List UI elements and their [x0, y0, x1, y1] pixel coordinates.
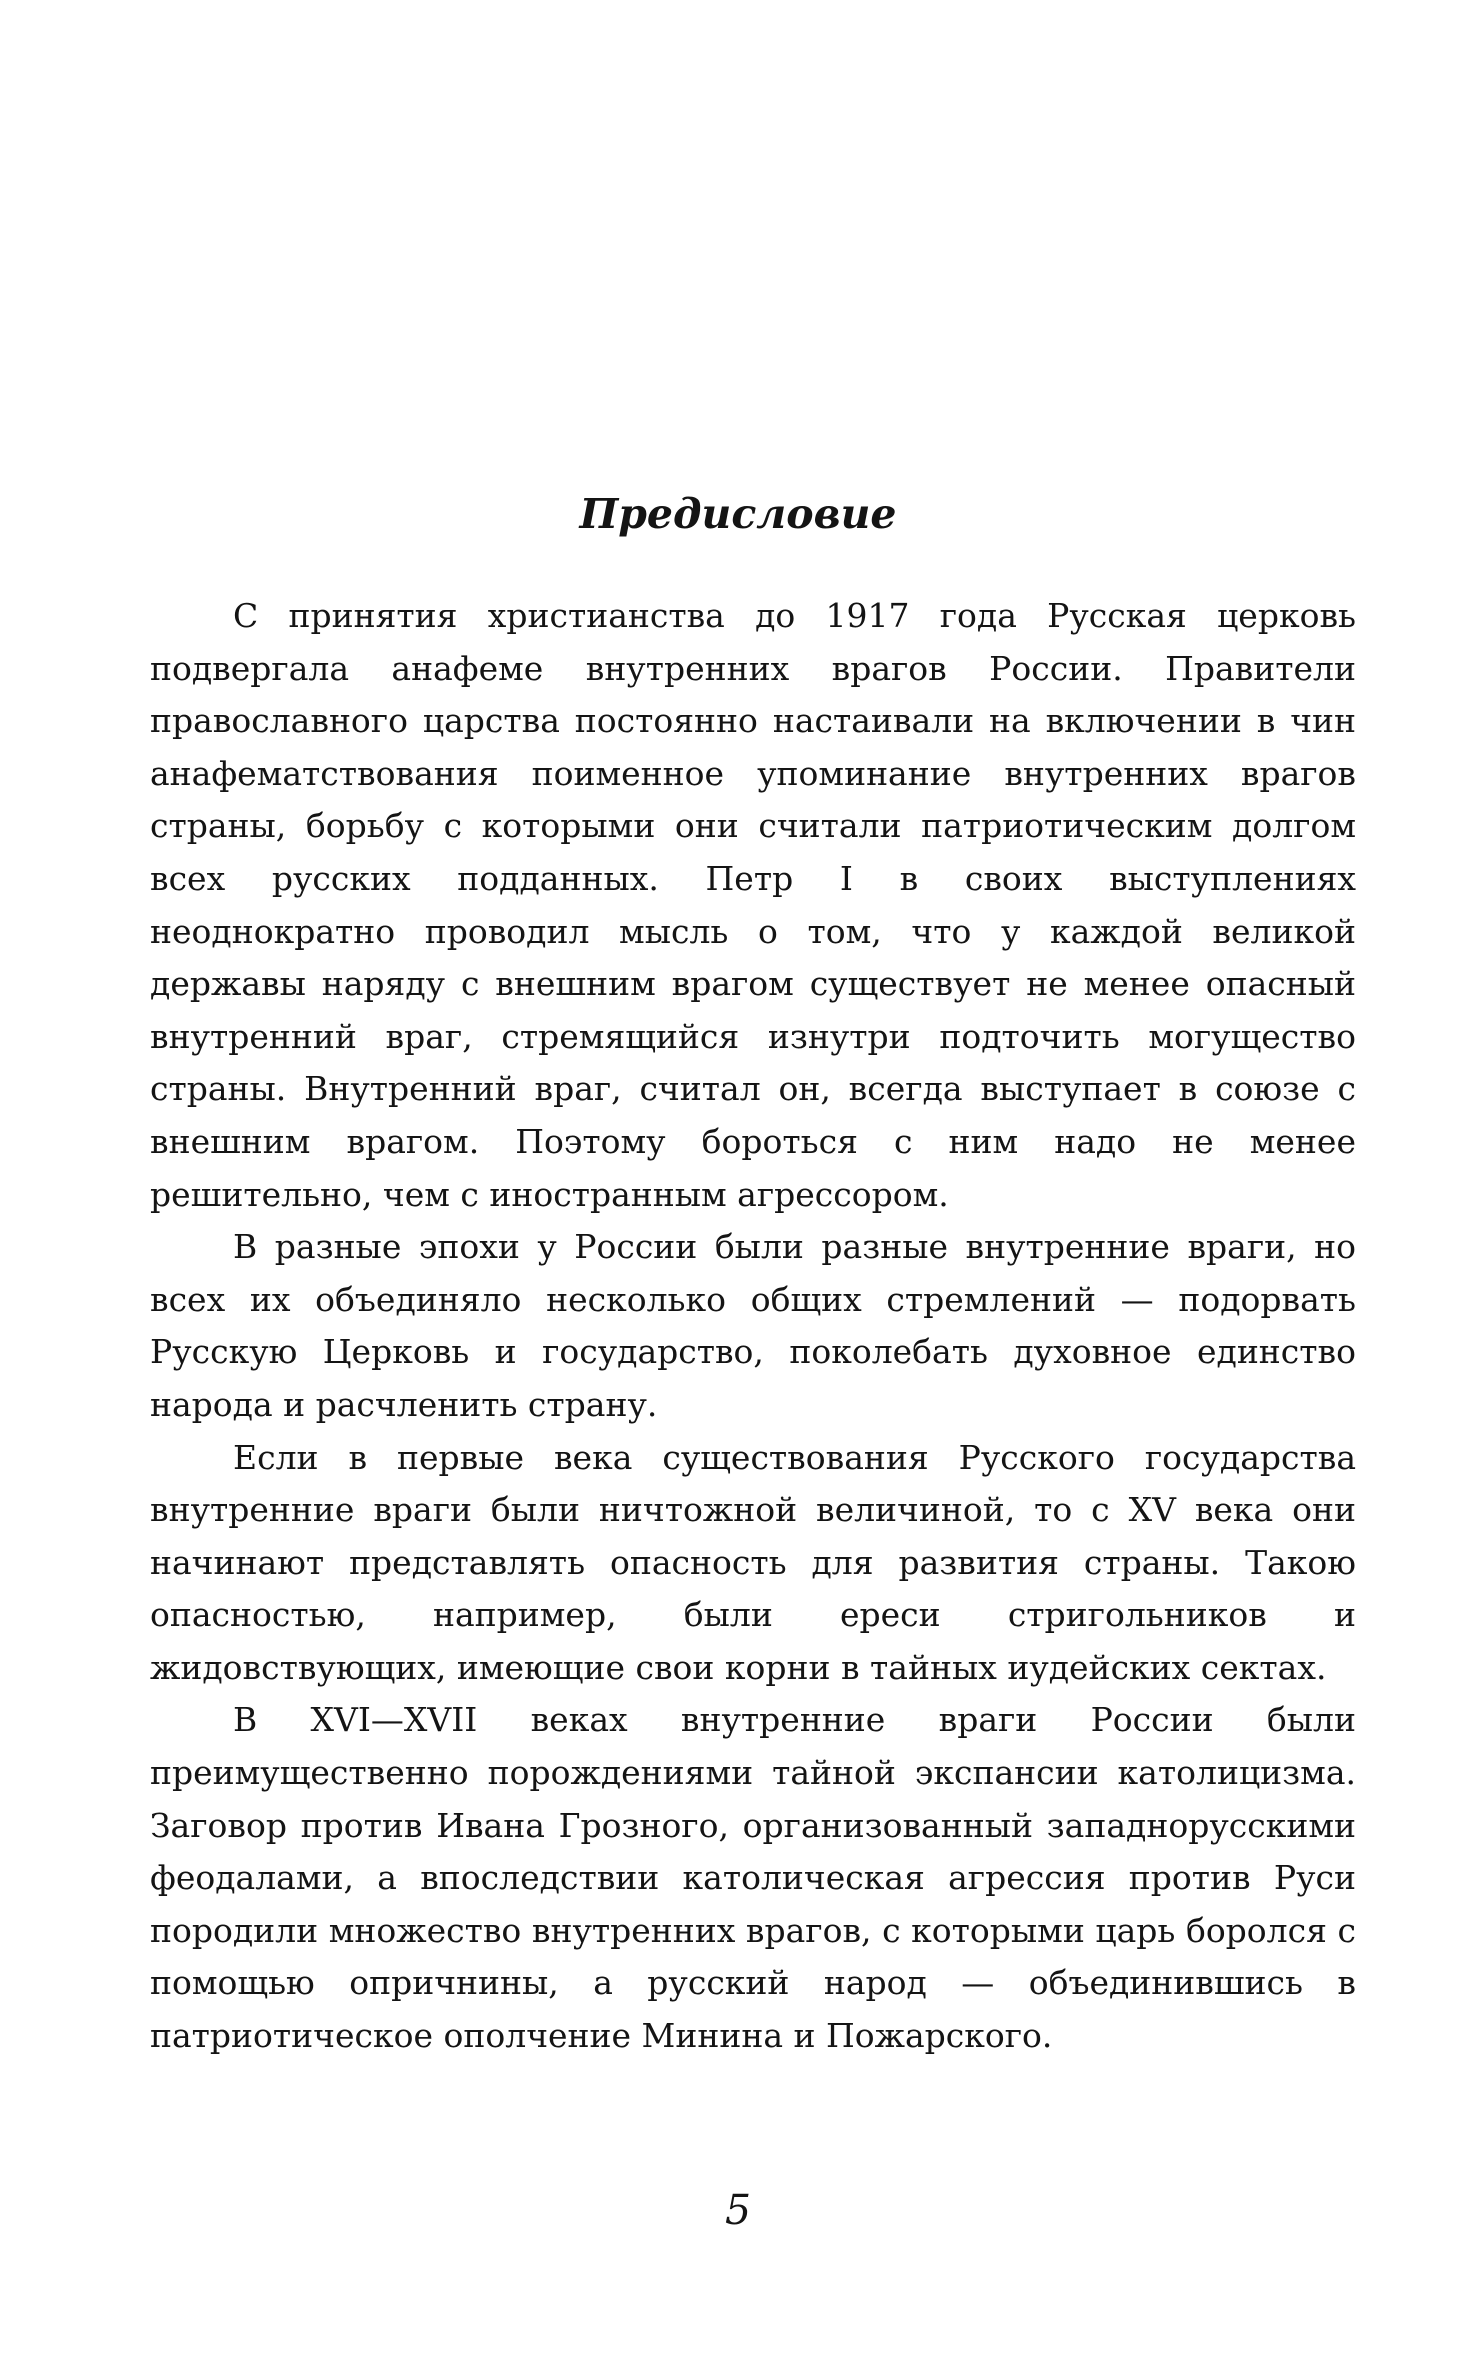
paragraph: Если в первые века существования Русского государства внутренние враги были ничтожной величиной, то с XV века они начинают представлять опасность для развития страны. Такою опасностью, например, были ереси стригольников и жидовствующих, имеющие свои корни в тайных иудейских сектах.: [150, 1437, 1356, 1687]
paragraph: С принятия христианства до 1917 года Русская церковь подвергала анафеме внутренних врагов России. Правители православного царства постоянно настаивали на включении в чин анафематствования поименное упоминание внутренних врагов страны, борьбу с которыми они считали патриотическим долгом всех русских подданных. Петр I в своих выступлениях неоднократно проводил мысль о том, что у каждой великой державы наряду с внешним врагом существует не менее опасный внутренний враг, стремящийся изнутри подточить могущество страны. Внутренний враг, считал он, всегда выступает в союзе с внешним врагом. Поэтому бороться с ним надо не менее решительно, чем с иностранным агрессором.: [150, 596, 1356, 1214]
page-number: 5: [724, 2186, 752, 2234]
paragraph: В разные эпохи у России были разные внутренние враги, но всех их объединяло несколько общих стремлений — подорвать Русскую Церковь и государство, поколебать духовное единство народа и расчленить страну.: [150, 1227, 1356, 1424]
body-text: [150, 590, 1356, 2063]
chapter-heading: Предисловие: [579, 490, 897, 538]
paragraph: В XVI—XVII веках внутренние враги России были преимущественно порождениями тайной экспансии католицизма. Заговор против Ивана Грозного, организованный западнорусскими феодалами, а впоследствии католическая агрессия против Руси породили множество внутренних врагов, с которыми царь боролся с помощью опричнины, а русский народ — объединившись в патриотическое ополчение Минина и Пожарского.: [150, 1700, 1356, 2056]
